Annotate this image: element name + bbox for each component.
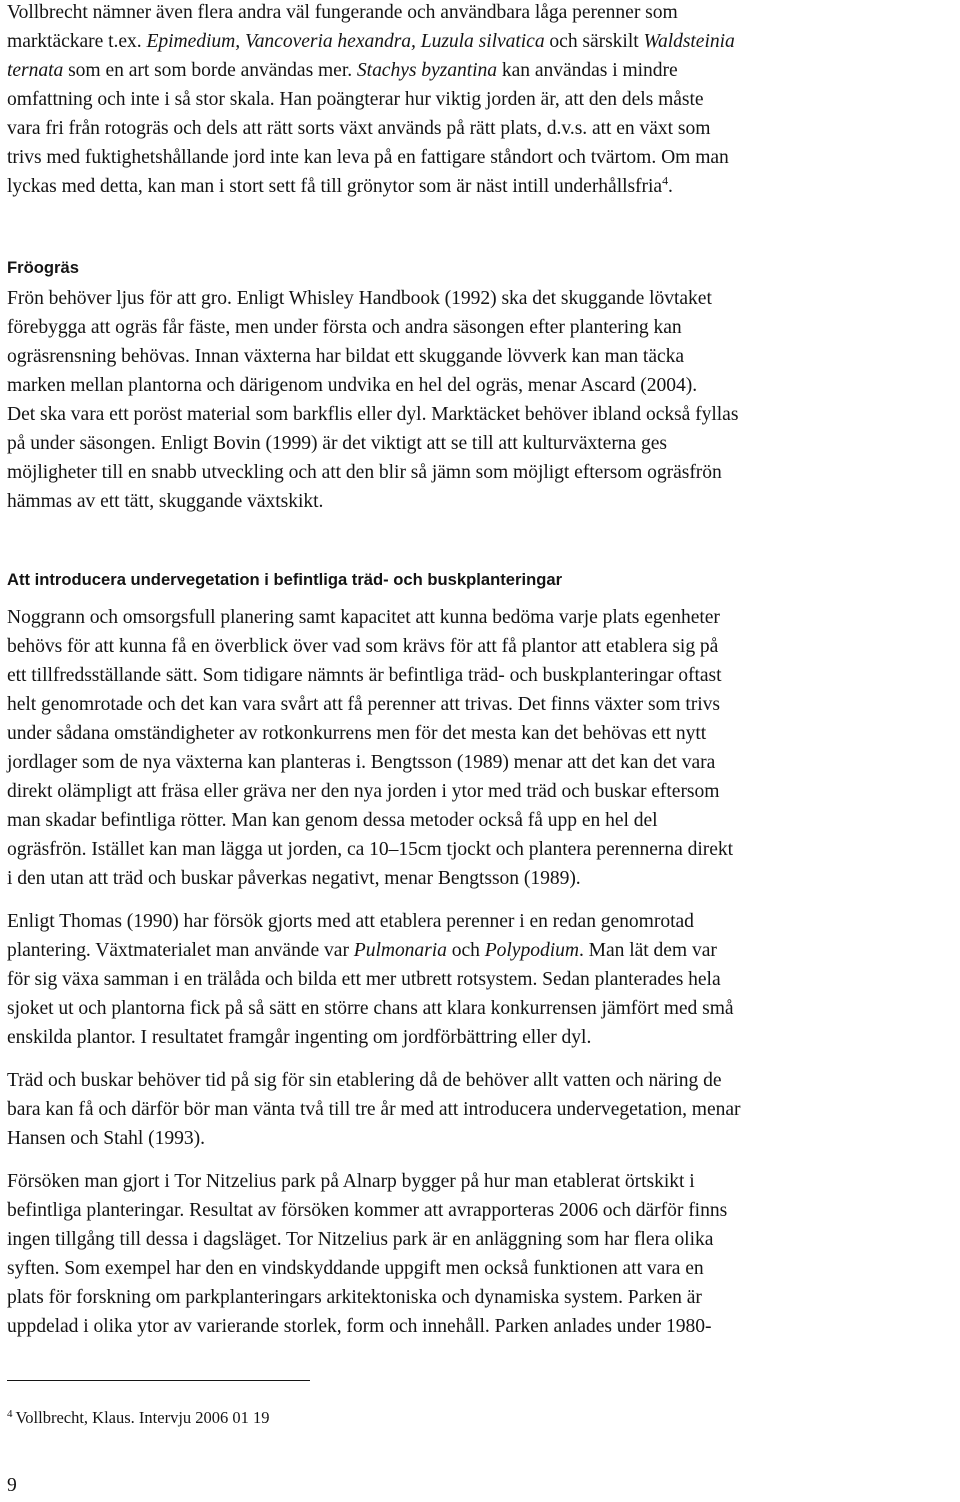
- text-line: ett tillfredsställande sätt. Som tidigare nämnts är befintliga träd- och buskplanteringar oftast: [7, 665, 722, 686]
- text-fragment: och: [446, 940, 485, 961]
- text-fragment: som en art som borde användas mer.: [63, 60, 357, 81]
- text-line: Hansen och Stahl (1993).: [7, 1128, 205, 1149]
- species-name: Polypodium: [484, 940, 579, 961]
- text-line: uppdelad i olika ytor av varierande storlek, form och innehåll. Parken anlades under 1980-: [7, 1316, 712, 1337]
- text-line: ogräsfrön. Istället kan man lägga ut jorden, ca 10–15cm tjockt och plantera perennerna direkt: [7, 839, 734, 860]
- text-line: syften. Som exempel har den en vindskyddande uppgift men också funktionen att vara en: [7, 1258, 704, 1279]
- text-line: Noggrann och omsorgsfull planering samt kapacitet att kunna bedöma varje plats egenheter: [7, 607, 720, 628]
- text-line: marktäckare t.ex.: [7, 31, 147, 52]
- text-line: i den utan att träd och buskar påverkas negativt, menar Bengtsson (1989).: [7, 868, 581, 889]
- text-line: förebygga att ogräs får fäste, men under första och andra säsongen efter plantering kan: [7, 317, 682, 338]
- paragraph-vollbrecht: [7, 0, 735, 201]
- text-line: Försöken man gjort i Tor Nitzelius park på Alnarp bygger på hur man etablerat örtskikt i: [7, 1171, 695, 1192]
- text-line: Enligt Thomas (1990) har försök gjorts med att etablera perenner i en redan genomrotad: [7, 911, 694, 932]
- text-fragment: plantering. Växtmaterialet man använde var: [7, 940, 354, 961]
- text-line: behövs för att kunna få en överblick över vad som krävs för att få plantor att etablera sig på: [7, 636, 719, 657]
- paragraph-planering: [7, 603, 733, 893]
- text-line: direkt olämpligt att fräsa eller gräva ner den nya jorden i ytor med träd och buskar eftersom: [7, 781, 720, 802]
- text-line: marken mellan plantorna och därigenom undvika en hel del ogräs, menar Ascard (2004).: [7, 375, 698, 396]
- text-fragment: .: [668, 176, 673, 197]
- paragraph-froogras: [7, 284, 738, 516]
- text-line: omfattning och inte i så stor skala. Han poängterar hur viktig jorden är, att den dels måste: [7, 89, 704, 110]
- paragraph-thomas: [7, 907, 734, 1052]
- text-line: under sådana omständigheter av rotkonkurrens men för det mesta kan det behövas ett nytt: [7, 723, 707, 744]
- text-line: befintliga planteringar. Resultat av försöken kommer att avrapporteras 2006 och därför finns: [7, 1200, 728, 1221]
- text-fragment: . Man lät dem var: [578, 940, 717, 961]
- paragraph-etablering: [7, 1066, 741, 1153]
- text-fragment: och särskilt: [544, 31, 644, 52]
- text-line: lyckas med detta, kan man i stort sett få till grönytor som är näst intill underhållsfria: [7, 176, 663, 197]
- text-line: ingen tillgång till dessa i dagsläget. Tor Nitzelius park är en anläggning som har flera olika: [7, 1229, 714, 1250]
- text-line: ogräsrensning behövas. Innan växterna har bildat ett skuggande lövverk kan man täcka: [7, 346, 684, 367]
- paragraph-nitzelius-park: [7, 1167, 727, 1341]
- text-line: vara fri från rotogräs och dels att rätt sorts växt används på rätt plats, d.v.s. att en växt som: [7, 118, 711, 139]
- text-line: bara kan få och därför bör man vänta två till tre år med att introducera undervegetation, menar: [7, 1099, 741, 1120]
- species-name: Pulmonaria: [353, 940, 447, 961]
- text-line: plats för forskning om parkplanteringars arkitektoniska och dynamiska system. Parken är: [7, 1287, 702, 1308]
- text-line: enskilda plantor. I resultatet framgår ingenting om jordförbättring eller dyl.: [7, 1027, 592, 1048]
- text-line: Träd och buskar behöver tid på sig för sin etablering då de behöver allt vatten och näring de: [7, 1070, 722, 1091]
- section-heading-froogras: Fröogräs: [7, 258, 79, 277]
- text-line: för sig växa samman i en trälåda och bilda ett mer utbrett rotsystem. Sedan planterades hela: [7, 969, 721, 990]
- text-fragment: kan användas i mindre: [497, 60, 678, 81]
- footnote-divider: [7, 1380, 310, 1381]
- footnote-text: Vollbrecht, Klaus. Intervju 2006 01 19: [15, 1408, 270, 1427]
- text-line: helt genomrotade och det kan vara svårt att få perenner att trivas. Det finns växter som trivs: [7, 694, 720, 715]
- text-line: Vollbrecht nämner även flera andra väl fungerande och användbara låga perenner som: [7, 2, 678, 23]
- footnote-number: 4: [7, 1407, 13, 1420]
- species-name: Stachys byzantina: [356, 60, 498, 81]
- text-line: man skadar befintliga rötter. Man kan genom dessa metoder också få upp en hel del: [7, 810, 658, 831]
- species-name: Waldsteinia: [643, 31, 735, 52]
- text-line: hämmas av ett tätt, skuggande växtskikt.: [7, 491, 324, 512]
- text-line: Det ska vara ett poröst material som barkflis eller dyl. Marktäcket behöver ibland också fyllas: [7, 404, 739, 425]
- text-line: möjligheter till en snabb utveckling och att den blir så jämn som möjligt eftersom ogräsfrön: [7, 462, 722, 483]
- text-line: på under säsongen. Enligt Bovin (1999) är det viktigt att se till att kulturväxterna ges: [7, 433, 668, 454]
- text-line: sjoket ut och plantorna fick på så sätt en större chans att klara konkurrensen jämfört med små: [7, 998, 734, 1019]
- page-number: 9: [7, 1475, 17, 1496]
- text-line: Frön behöver ljus för att gro. Enligt Whisley Handbook (1992) ska det skuggande lövtaket: [7, 288, 712, 309]
- footnote-reference[interactable]: 4: [662, 173, 669, 188]
- species-name: Epimedium, Vancoveria hexandra, Luzula silvatica: [146, 31, 545, 52]
- footnote: [7, 1408, 270, 1428]
- section-heading-undervegetation: Att introducera undervegetation i befintliga träd- och buskplanteringar: [7, 570, 563, 589]
- text-line: jordlager som de nya växterna kan planteras i. Bengtsson (1989) menar att det kan det vara: [7, 752, 716, 773]
- species-name: ternata: [7, 60, 64, 81]
- text-line: trivs med fuktighetshållande jord inte kan leva på en fattigare ståndort och tvärtom. Om man: [7, 147, 729, 168]
